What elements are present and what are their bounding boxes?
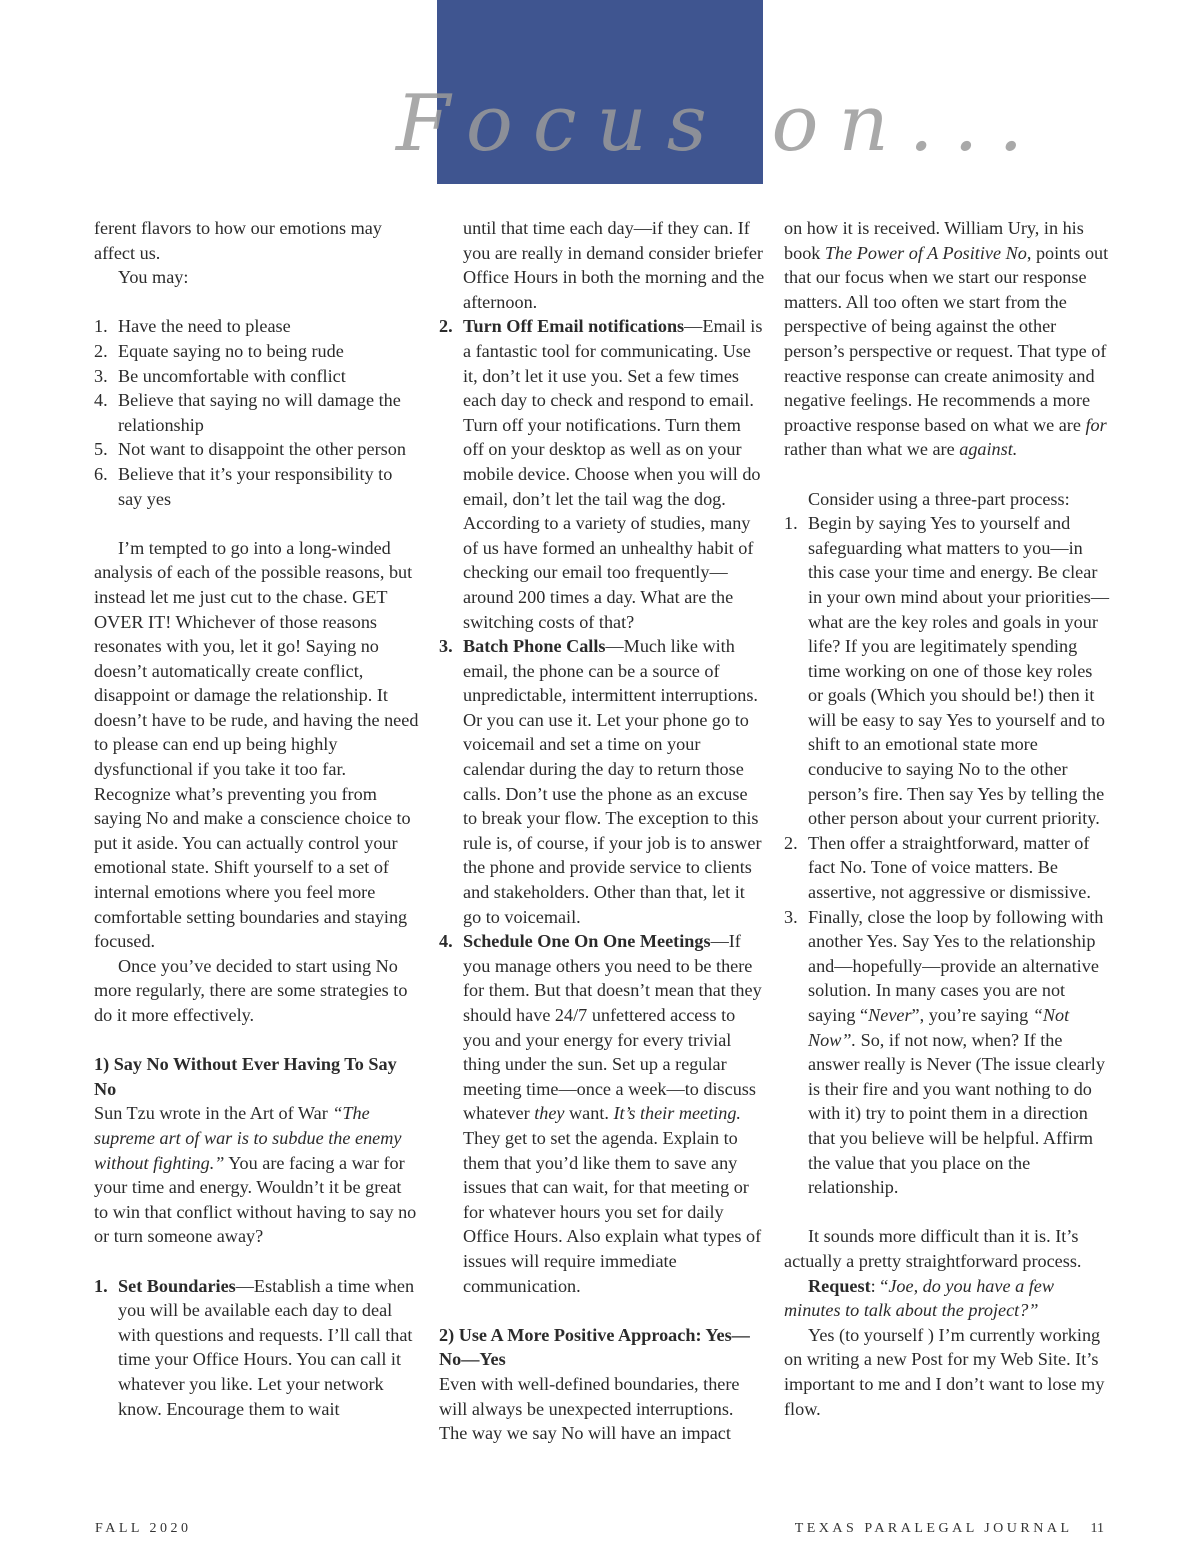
- list-item: 1. Have the need to please: [94, 316, 291, 337]
- paragraph: Yes (to yourself ) I’m currently working on writing a new Post for my Web Site. It’s important to me and I don’t want to lose my flow.: [784, 1324, 1105, 1419]
- paragraph: Sun Tzu wrote in the Art of War “The supreme art of war is to subdue the enemy without fighting.” You are facing a war for your time and energy. Wouldn’t it be great to win that conflict without having to say no or turn someone away?: [94, 1103, 417, 1247]
- paragraph: on how it is received. William Ury, in his book The Power of A Positive No, points out that our focus when we start our response matters. All too often we start from the perspective of being against the other person’s perspective or request. That type of reactive response can create animosity and negative feelings. He recommends a more proactive response based on what we are for rather than what we are against.: [784, 218, 1109, 460]
- paragraph: Request: “Joe, do you have a few minutes to talk about the project?”: [784, 1275, 1054, 1321]
- column-3: [784, 216, 1110, 1421]
- list-item: 5. Not want to disappoint the other person: [94, 439, 406, 460]
- footer-journal: [795, 1521, 1104, 1537]
- journal-name: TEXAS PARALEGAL JOURNAL: [794, 1521, 1073, 1536]
- list-item: 4. Believe that saying no will damage the relationship: [94, 390, 401, 435]
- paragraph: It sounds more difficult than it is. It’s actually a pretty straightforward process.: [784, 1226, 1082, 1271]
- page-number: 11: [1090, 1521, 1104, 1536]
- list-item-continuation: until that time each day—if they can. If you are really in demand consider briefer Office Hours in both the morning and the afternoon.: [463, 218, 765, 312]
- list-item: 3. Batch Phone Calls—Much like with email, the phone can be a source of unpredictable, intermittent interruptions. Or you can use it. Let your phone go to voicemail and set a time on your calendar during the day to return those calls. Don’t use the phone as an excuse to break your flow. The exception to this rule is, of course, if your job is to answer the phone and provide service to clients and stakeholders. Other than that, let it go to voicemail.: [439, 636, 762, 927]
- list-item: 2. Turn Off Email notifications—Email is a fantastic tool for communicating. Use it, don’t let it use you. Set a few times each day to check and respond to email. Turn off your notifications. Turn them off on your desktop as well as on your mobile device. Choose when you will do email, don’t let the tail wag the dog. According to a variety of studies, many of us have formed an unhealthy habit of checking our email too frequently—around 200 times a day. What are the switching costs of that?: [439, 316, 763, 632]
- focus-on-script-title: [388, 62, 1044, 192]
- list-item: 1. Set Boundaries—Establish a time when you will be available each day to deal with questions and requests. I’ll call that time your Office Hours. You can call it whatever you like. Let your network know. Encourage them to wait: [94, 1275, 415, 1419]
- list-item: 3. Finally, close the loop by following with another Yes. Say Yes to the relationship and—hopefully—provide an alternative solution. In many cases you are not saying “Never”, you’re saying “Not Now”. So, if not now, when? If the answer really is Never (The issue clearly is their fire and you want nothing to do with it) try to point them in a direction that you believe will be helpful. Affirm the value that you place on the relationship.: [784, 906, 1105, 1198]
- list-item: 1. Begin by saying Yes to yourself and safeguarding what matters to you—in this case your time and energy. Be clear in your own mind about your priorities—what are the key roles and goals in your life? If you are legitimately spending time working on one of those key roles or goals (Which you should be!) then it will be easy to say Yes to yourself and to shift to an emotional state more conducive to saying No to the other person’s fire. Then say Yes by telling the other person about your current priority.: [784, 513, 1110, 829]
- list-item: 6. Believe that it’s your responsibility to say yes: [94, 463, 393, 509]
- paragraph: Once you’ve decided to start using No more regularly, there are some strategies to do it more effectively.: [94, 955, 408, 1025]
- reasons-list: [94, 314, 420, 511]
- script-title-text: Focus on...: [396, 79, 1044, 169]
- paragraph: You may:: [118, 267, 189, 288]
- paragraph: ferent flavors to how our emotions may affect us.: [94, 218, 382, 263]
- section-heading: 2) Use A More Positive Approach: Yes—No—Yes: [439, 1324, 750, 1370]
- paragraph: Even with well-defined boundaries, there will always be unexpected interruptions. The way we say No will have an impact: [439, 1373, 740, 1444]
- list-item: 3. Be uncomfortable with conflict: [94, 365, 346, 386]
- paragraph: I’m tempted to go into a long-winded analysis of each of the possible reasons, but instead let me just cut to the chase. GET OVER IT! Whichever of those reasons resonates with you, let it go! Saying no doesn’t automatically create conflict, disappoint or damage the relationship. It doesn’t have to be rude, and having the need to please can end up being highly dysfunctional if you take it too far. Recognize what’s preventing you from saying No and make a conscience choice to put it aside. You can actually control your emotional state. Shift yourself to a set of internal emotions where you feel more comfortable setting boundaries and staying focused.: [94, 537, 419, 952]
- section-heading: 1) Say No Without Ever Having To Say No: [94, 1054, 397, 1099]
- column-2: [439, 216, 765, 1446]
- column-1: [94, 216, 420, 1421]
- footer-issue-date: FALL 2020: [95, 1521, 192, 1536]
- paragraph: Consider using a three-part process:: [808, 488, 1070, 509]
- list-item: 2. Equate saying no to being rude: [94, 340, 344, 361]
- list-item: 4. Schedule One On One Meetings—If you manage others you need to be there for them. But that doesn’t mean that they should have 24/7 unfettered access to you and your energy for every trivial thing under the sun. Set up a regular meeting time—once a week—to discuss whatever they want. It’s their meeting. They get to set the agenda. Explain to them that you’d like them to save any issues that can wait, for that meeting or for whatever hours you set for daily Office Hours. Also explain what types of issues will require immediate communication.: [439, 931, 762, 1296]
- list-item: 2. Then offer a straightforward, matter of fact No. Tone of voice matters. Be assertive, not aggressive or dismissive.: [784, 832, 1091, 903]
